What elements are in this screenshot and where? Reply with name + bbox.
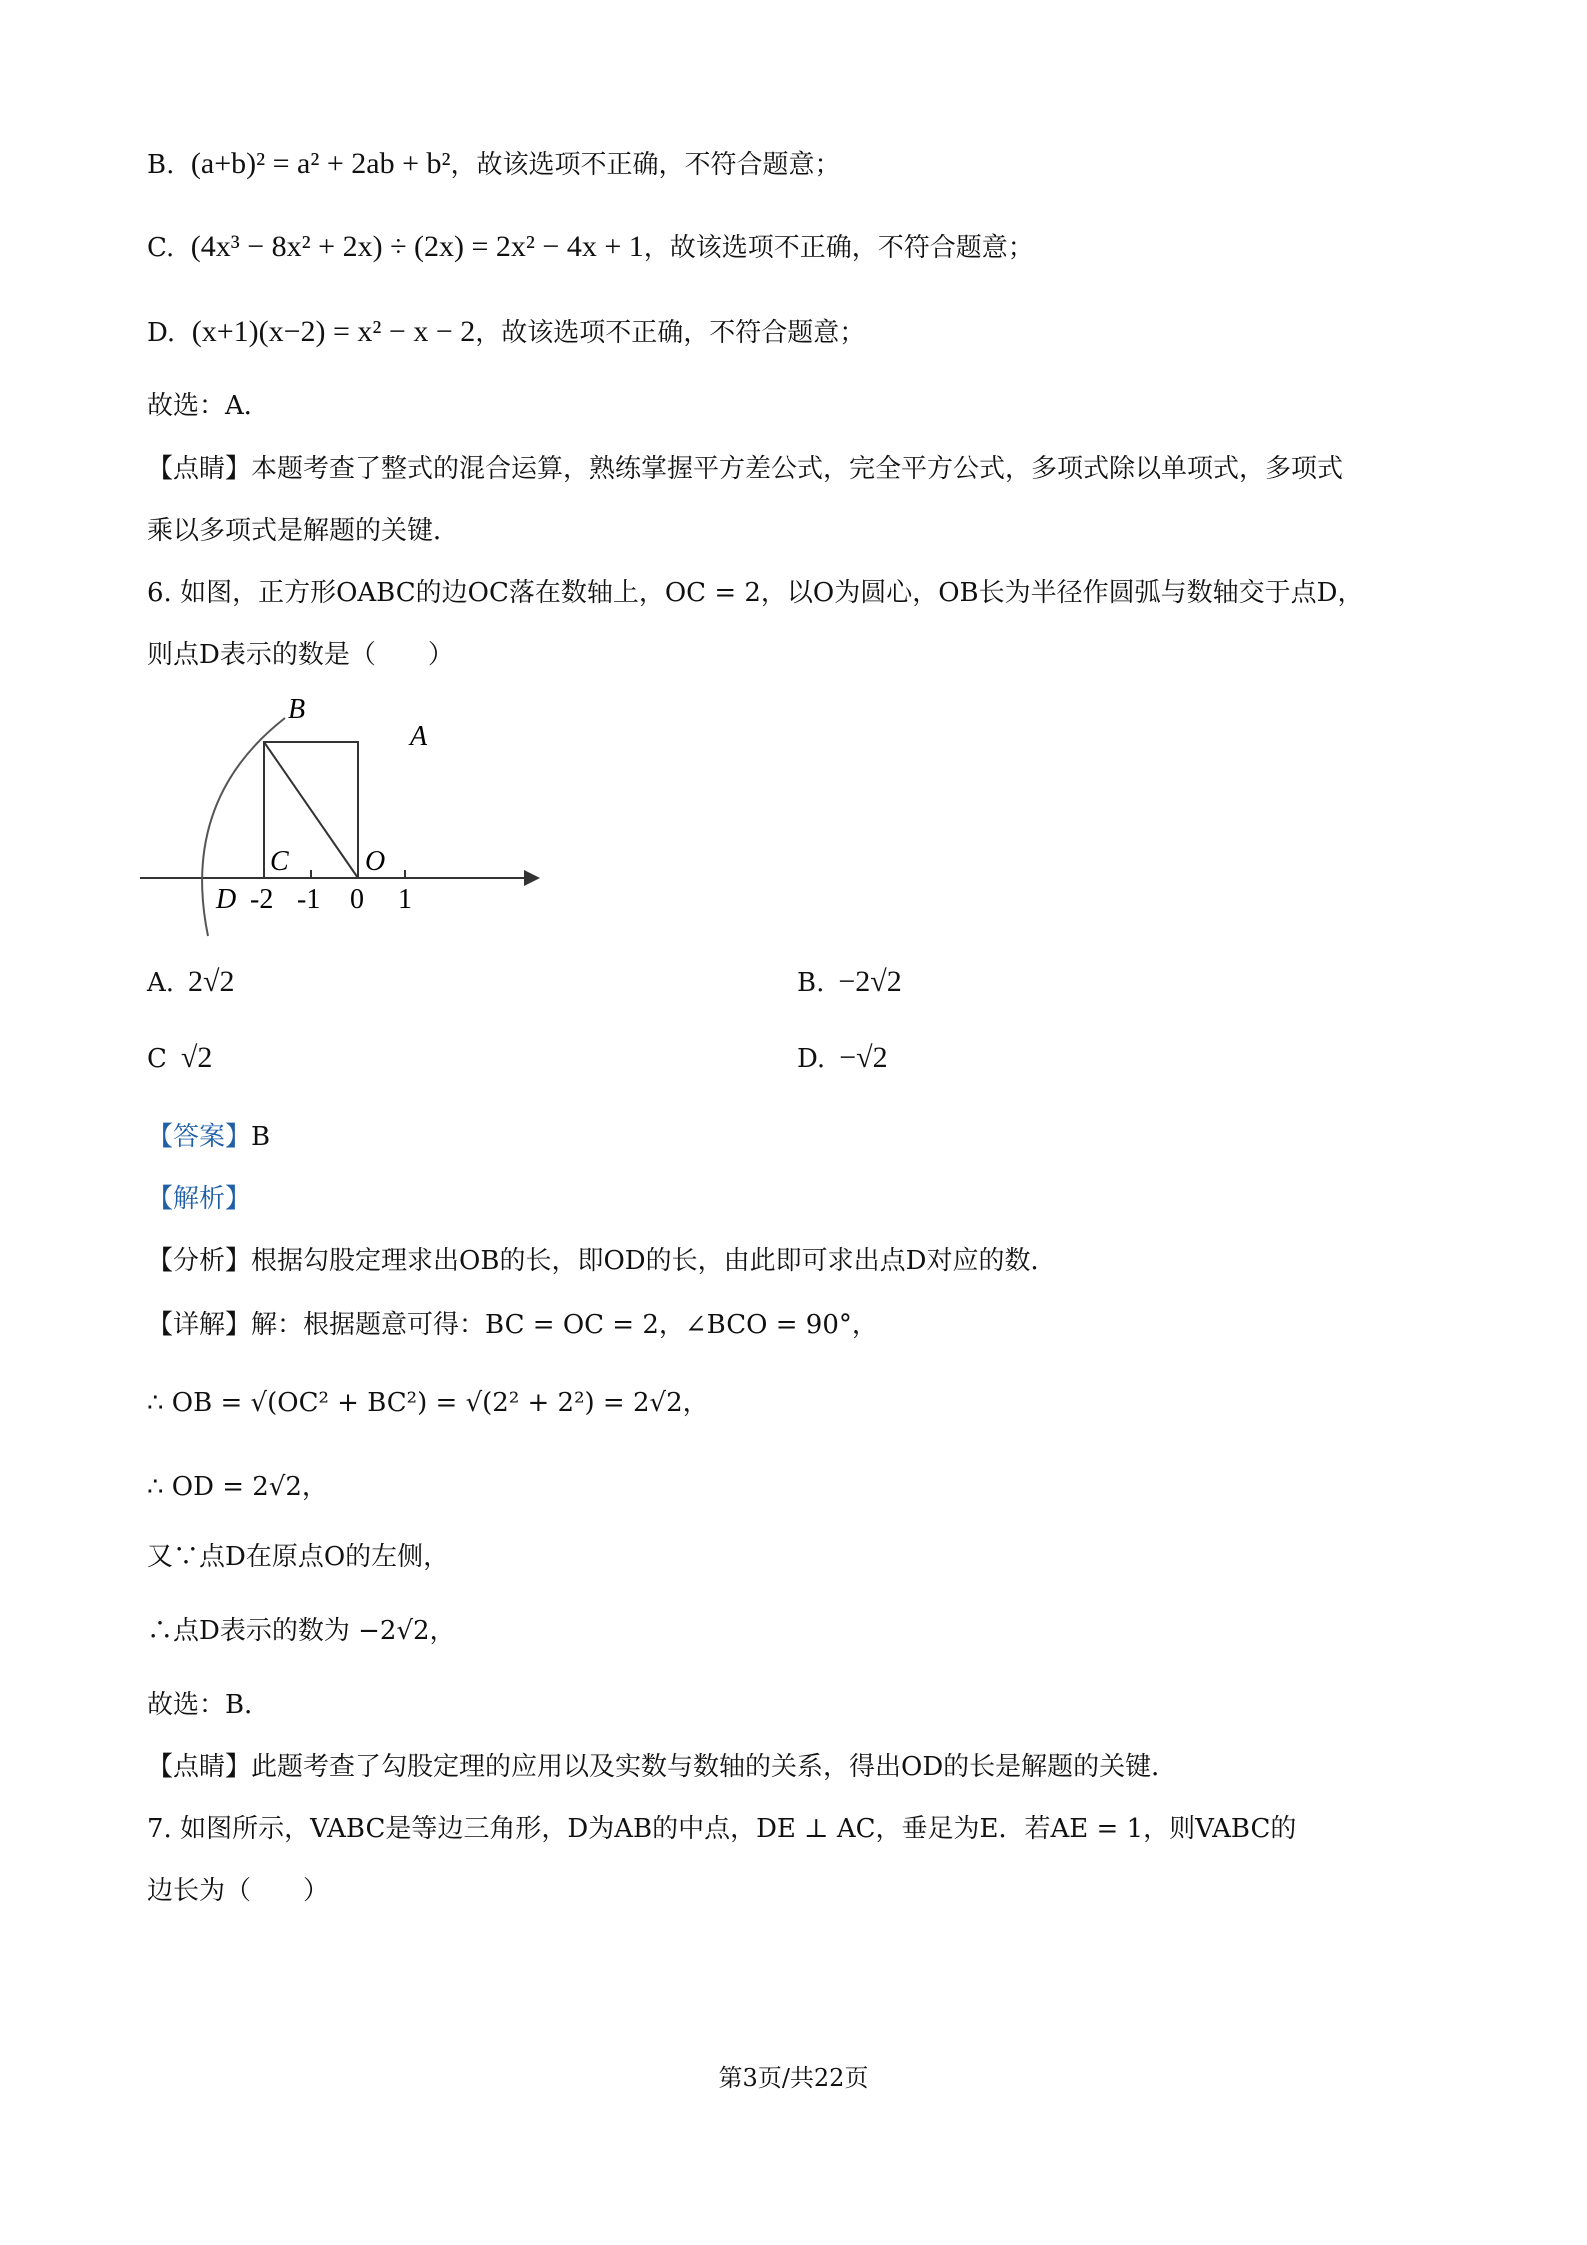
q6-detail: 【详解】解：根据题意可得：BC = OC = 2，∠BCO = 90°， [147, 1310, 878, 1340]
q6-answer: 【答案】B [147, 1122, 271, 1152]
q6-step2: ∴ OD = 2√2， [147, 1472, 328, 1502]
label-c: C [270, 846, 289, 877]
q6-step4: ∴点D表示的数为 −2√2， [147, 1616, 456, 1646]
q6-option-b[interactable]: B. −2√2 [797, 965, 902, 998]
question-7-line1: 7. 如图所示，VABC是等边三角形，D为AB的中点，DE ⊥ AC，垂足为E．若AE = 1，则VABC的 [147, 1814, 1297, 1844]
question-6-line2: 则点D表示的数是（ ） [147, 640, 454, 670]
axis-arrow-icon [524, 870, 540, 886]
q6-step1: ∴ OB = √(OC² + BC²) = √(2² + 2²) = 2√2， [147, 1388, 709, 1418]
tick-label-0: 0 [350, 884, 364, 915]
tick-label-1: 1 [398, 884, 412, 915]
question-6-line1: 6. 如图，正方形OABC的边OC落在数轴上，OC = 2，以O为圆心，OB长为半径作圆弧与数轴交于点D， [147, 578, 1364, 608]
q6-step3: 又∵点D在原点O的左侧， [147, 1542, 450, 1572]
prev-option-d-expr: (x+1)(x−2) = x² − x − 2 [191, 315, 476, 348]
page-footer: 第3页/共22页 [718, 2064, 869, 2092]
label-d: D [216, 884, 237, 915]
q6-comment: 【点睛】此题考查了勾股定理的应用以及实数与数轴的关系，得出OD的长是解题的关键． [147, 1752, 1178, 1782]
q6-fenxi: 【分析】根据勾股定理求出OB的长，即OD的长，由此即可求出点D对应的数． [147, 1246, 1057, 1276]
prev-choice: 故选：A． [147, 391, 270, 421]
prev-option-b-expr: (a+b)² = a² + 2ab + b² [190, 147, 451, 180]
number-line-figure [140, 690, 560, 940]
prev-comment-line2: 乘以多项式是解题的关键． [147, 516, 460, 546]
tick-label-minus1: -1 [297, 884, 321, 915]
question-7-line2: 边长为（ ） [147, 1876, 330, 1906]
q6-option-c[interactable]: C √2 [147, 1041, 213, 1074]
label-b: B [288, 694, 306, 725]
label-a: A [410, 721, 428, 752]
prev-option-c: C. (4x³ − 8x² + 2x) ÷ (2x) = 2x² − 4x + 1，故该选项不正确，不符合题意； [147, 230, 1034, 263]
prev-option-d: D. (x+1)(x−2) = x² − x − 2，故该选项不正确，不符合题意； [147, 315, 866, 348]
tick-label-minus2: -2 [250, 884, 274, 915]
label-o: O [365, 846, 386, 877]
prev-option-b: B. (a+b)² = a² + 2ab + b²，故该选项不正确，不符合题意； [147, 147, 841, 180]
q6-option-a[interactable]: A. 2√2 [147, 965, 235, 998]
q6-analysis-tag: 【解析】 [147, 1184, 252, 1214]
prev-comment-line1: 【点睛】本题考查了整式的混合运算，熟练掌握平方差公式，完全平方公式，多项式除以单项式，多项式 [147, 454, 1344, 484]
q6-option-d[interactable]: D. −√2 [797, 1041, 888, 1074]
prev-option-c-expr: (4x³ − 8x² + 2x) ÷ (2x) = 2x² − 4x + 1 [190, 230, 644, 263]
q6-choice: 故选：B． [147, 1690, 271, 1720]
